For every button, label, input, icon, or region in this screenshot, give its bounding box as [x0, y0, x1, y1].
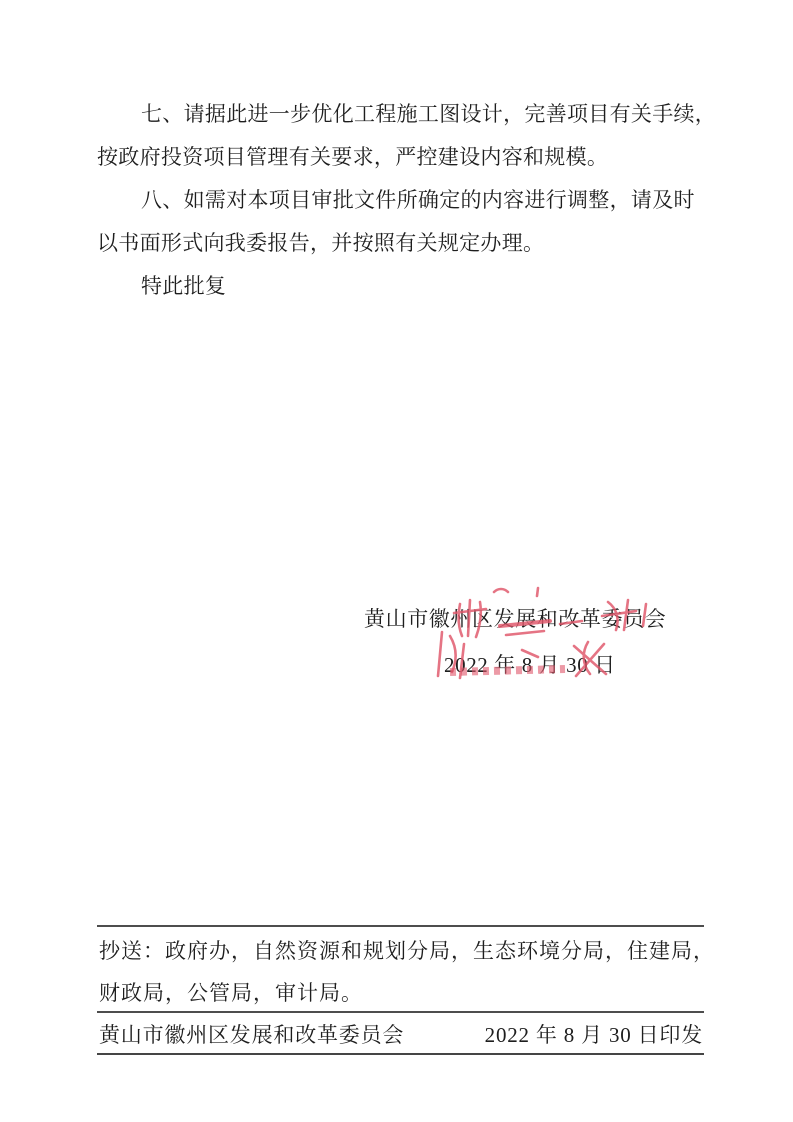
cc-bottom-rule — [97, 1011, 704, 1013]
body-line-3: 八、如需对本项目审批文件所确定的内容进行调整，请及时 — [141, 188, 695, 212]
body-text — [97, 93, 717, 308]
cc-top-rule — [97, 925, 704, 927]
cc-line-2: 财政局，公管局，审计局。 — [99, 981, 363, 1005]
body-line-1: 七、请据此进一步优化工程施工图设计，完善项目有关手续， — [141, 102, 717, 126]
signature-organization: 黄山市徽州区发展和改革委员会 — [364, 607, 667, 631]
body-line-2: 按政府投资项目管理有关要求，严控建设内容和规模。 — [97, 145, 609, 169]
body-line-4: 以书面形式向我委报告，并按照有关规定办理。 — [97, 231, 545, 255]
footer-print-date: 2022 年 8 月 30 日印发 — [484, 1023, 703, 1047]
footer-issuer: 黄山市徽州区发展和改革委员会 — [99, 1023, 405, 1047]
footer-bottom-rule — [97, 1053, 704, 1055]
footer-row — [99, 1020, 703, 1048]
cc-line-1: 抄送：政府办，自然资源和规划分局，生态环境分局，住建局， — [99, 939, 715, 963]
body-line-5: 特此批复 — [141, 274, 227, 298]
signature-date: 2022 年 8 月 30 日 — [444, 653, 616, 677]
